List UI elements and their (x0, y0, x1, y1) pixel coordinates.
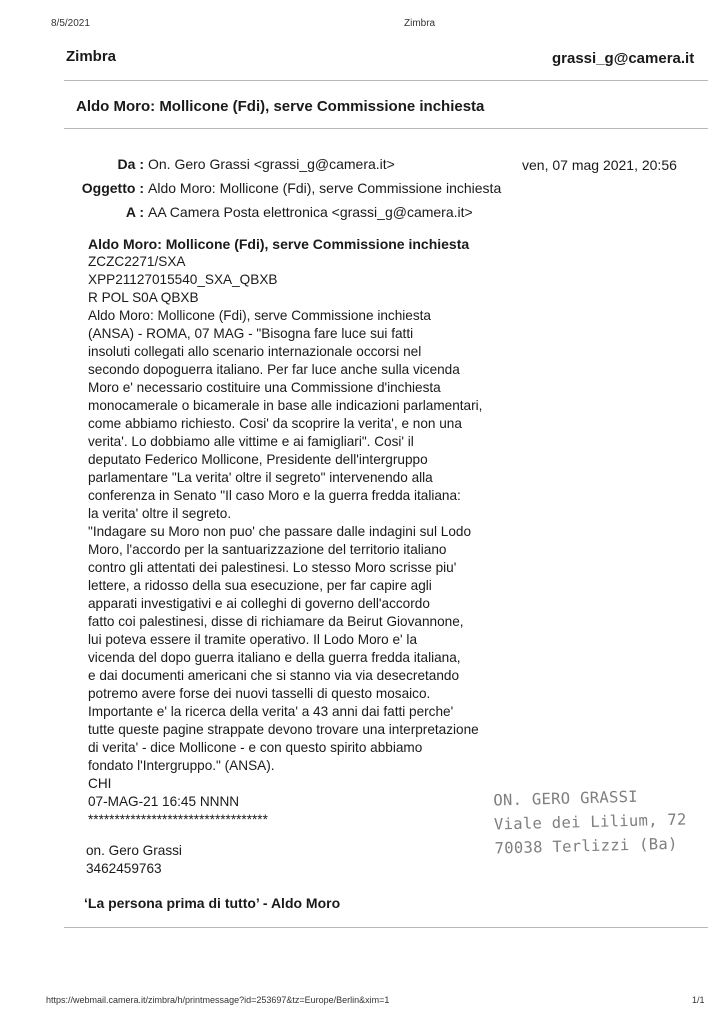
title-divider (64, 128, 708, 129)
body-line: Importante e' la ricerca della verita' a 43 anni dai fatti perche' (88, 704, 454, 719)
stamp-line: 70038 Terlizzi (Ba) (494, 834, 678, 858)
body-line: lui poteva essere il tramite operativo. Il Lodo Moro e' la (88, 632, 418, 647)
from-value: On. Gero Grassi <grassi_g@camera.it> (148, 156, 395, 172)
body-line: "Indagare su Moro non puo' che passare dalle indagini sul Lodo (88, 524, 472, 539)
body-line: secondo dopoguerra italiano. Per far luce anche sulla vicenda (88, 362, 460, 377)
body-line: deputato Federico Mollicone, Presidente dell'intergruppo (88, 452, 428, 467)
body-line: monocamerale o bicamerale in base alle indicazioni parlamentari, (88, 398, 483, 413)
body-line: potremo avere forse dei nuovi tasselli di questo mosaico. (88, 686, 431, 701)
to-value: AA Camera Posta elettronica <grassi_g@camera.it> (148, 204, 473, 220)
print-date: 8/5/2021 (51, 18, 90, 29)
body-line: 07-MAG-21 16:45 NNNN (88, 794, 240, 809)
subject-value: Aldo Moro: Mollicone (Fdi), serve Commissione inchiesta (148, 180, 502, 196)
body-line: R POL S0A QBXB (88, 290, 199, 305)
body-line: come abbiamo richiesto. Cosi' da scoprire la verita', e non una (88, 416, 462, 431)
body-line: Moro e' necessario costituire una Commissione d'inchiesta (88, 380, 441, 395)
to-label: A : (125, 204, 144, 220)
body-line: ZCZC2271/SXA (88, 254, 186, 269)
subject-label: Oggetto : (81, 180, 144, 196)
body-line: parlamentare "La verita' oltre il segreto" intervenendo alla (88, 470, 433, 485)
message-body (88, 253, 528, 829)
message-title: Aldo Moro: Mollicone (Fdi), serve Commissione inchiesta (76, 98, 485, 115)
account-email: grassi_g@camera.it (552, 50, 695, 67)
body-line: fondato l'Intergruppo." (ANSA). (88, 758, 275, 773)
body-line: Moro, l'accordo per la santuarizzazione del territorio italiano (88, 542, 447, 557)
body-line: XPP21127015540_SXA_QBXB (88, 272, 278, 287)
body-line: ********************************** (88, 812, 268, 827)
body-line: conferenza in Senato "Il caso Moro e la guerra fredda italiana: (88, 488, 461, 503)
body-line: apparati investigativi e ai colleghi di governo dell'accordo (88, 596, 430, 611)
print-url: https://webmail.camera.it/zimbra/h/printmessage?id=253697&tz=Europe/Berlin&xim=1 (46, 995, 390, 1005)
stamp-line: Viale dei Lilium, 72 (493, 810, 687, 834)
body-line: e dai documenti americani che si stanno via via desecretando (88, 668, 460, 683)
body-line: vicenda del dopo guerra italiano e della guerra fredda italiana, (88, 650, 461, 665)
body-line: verita'. Lo dobbiamo alle vittime e ai famigliari". Cosi' il (88, 434, 414, 449)
body-line: CHI (88, 776, 112, 791)
body-line: contro gli attentati dei palestinesi. Lo stesso Moro scrisse piu' (88, 560, 457, 575)
body-line: la verita' oltre il segreto. (88, 506, 232, 521)
signature-name: on. Gero Grassi (86, 843, 182, 858)
message-date: ven, 07 mag 2021, 20:56 (522, 157, 677, 173)
header-divider (64, 80, 708, 81)
body-line: di verita' - dice Mollicone - e con questo spirito abbiamo (88, 740, 423, 755)
from-label: Da : (117, 156, 144, 172)
page-number: 1/1 (692, 995, 705, 1005)
body-line: fatto coi palestinesi, disse di richiamare da Beirut Giovannone, (88, 614, 464, 629)
stamp-line: ON. GERO GRASSI (493, 787, 639, 810)
signature-quote: ‘La persona prima di tutto’ - Aldo Moro (84, 895, 341, 911)
footer-divider (64, 927, 708, 928)
address-stamp (493, 783, 687, 860)
signature-phone: 3462459763 (86, 861, 162, 876)
body-line: (ANSA) - ROMA, 07 MAG - "Bisogna fare luce sui fatti (88, 326, 414, 341)
body-line: tutte queste pagine strappate devono trovare una interpretazione (88, 722, 479, 737)
body-line: Aldo Moro: Mollicone (Fdi), serve Commissione inchiesta (88, 308, 431, 323)
body-heading: Aldo Moro: Mollicone (Fdi), serve Commissione inchiesta (88, 236, 470, 252)
zimbra-brand: Zimbra (66, 48, 117, 65)
print-app-name: Zimbra (404, 18, 436, 29)
body-line: insoluti collegati allo scenario internazionale occorsi nel (88, 344, 422, 359)
body-line: lettere, a ridosso della sua esecuzione, per far capire agli (88, 578, 432, 593)
